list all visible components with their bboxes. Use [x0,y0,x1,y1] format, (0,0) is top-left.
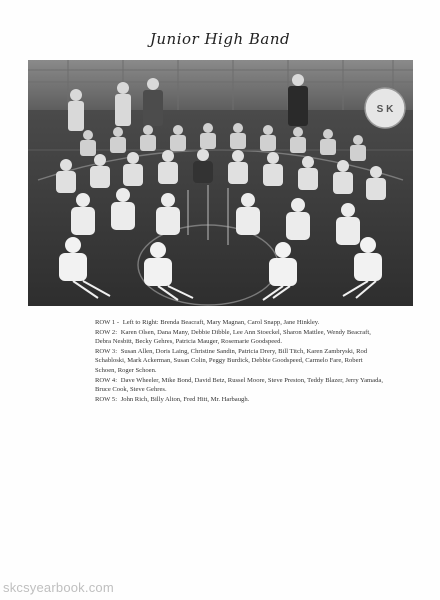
drum-lettering: S K [376,104,394,115]
caption-row-4: ROW 4: Dave Wheeler, Mike Bond, David Betz, Russel Moore, Steve Preston, Teddy Blazer, Jerry Yamada, Bruce Cook, Steve Gehres. [95,376,383,394]
band-photo [28,60,413,306]
site-watermark: skcsyearbook.com [3,580,114,595]
caption-row-1: ROW 1 - Left to Right: Brenda Beacraft, Mary Magnan, Carol Snapp, Jane Hinkley. [95,319,320,326]
gym-wall [28,60,413,110]
page-title: Junior High Band [149,30,291,48]
band-photo-drawing [28,60,413,306]
caption-row-3: ROW 3: Susan Allen, Doris Laing, Christine Sandin, Patricia Drery, Bill Titch, Karen Zambryski, Rod Schabloski, Mark Ackerman, Susan Colin, Peggy Burdick, Debbie Goodspeed, Carmelo Fare, Robert Schoen, Roger Schoen. [95,347,368,374]
caption-row-2: ROW 2: Karen Olsen, Dana Many, Debbie Dibble, Lee Ann Stoeckel, Sharon Mattlee, Wendy Beacraft, Debra Nesbitt, Becky Gehres, Patricia Mauger, Rosemarie Goodspeed. [95,328,371,346]
photo-caption [95,318,385,404]
caption-row-5: ROW 5: John Rich, Billy Alton, Fred Hitt, Mr. Harbaugh. [95,395,250,403]
